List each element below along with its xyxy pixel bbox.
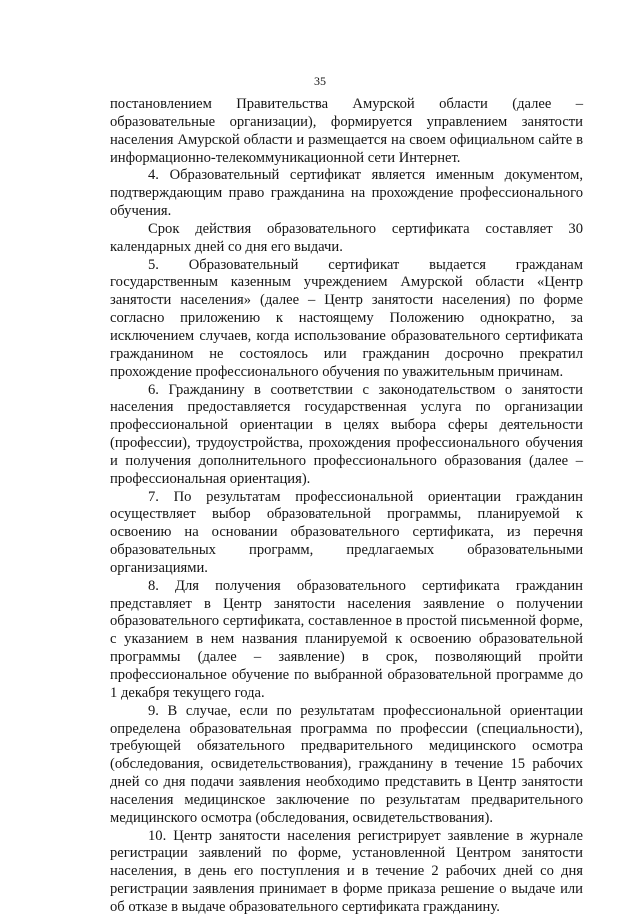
paragraph: 4. Образовательный сертификат является именным документом, подтверждающим право гражданина на прохождение профессионального обучения. [110, 167, 583, 220]
paragraph: 6. Гражданину в соответствии с законодательством о занятости населения предоставляется государственная услуга по организации профессиональной ориентации в целях выбора сферы деятельности (профессии), трудоустройства, прохождения профессионального обучения и получения дополнительного профессионального образования (далее – профессиональная ориентация). [110, 381, 583, 487]
paragraph: 9. В случае, если по результатам профессиональной ориентации определена образовательная программа по профессии (специальности), требующей обязательного предварительного медицинского осмотра (обследования, освидетельствования), гражданину в течение 15 рабочих дней со дня подачи заявления необходимо представить в Центр занятости населения медицинское заключение по результатам предварительного медицинского осмотра (обследования, освидетельствования). [110, 702, 583, 826]
document-body [110, 96, 583, 917]
paragraph: 7. По результатам профессиональной ориентации гражданин осуществляет выбор образовательной программы, планируемой к освоению на основании образовательного сертификата, из перечня образовательных программ, предлагаемых образовательными организациями. [110, 488, 583, 576]
paragraph: постановлением Правительства Амурской области (далее – образовательные организации), формируется управлением занятости населения Амурской области и размещается на своем официальном сайте в информационно-телекоммуникационной сети Интернет. [110, 96, 583, 166]
page-number: 35 [314, 74, 326, 88]
paragraph: Срок действия образовательного сертификата составляет 30 календарных дней со дня его выдачи. [110, 220, 583, 255]
paragraph: 8. Для получения образовательного сертификата гражданин представляет в Центр занятости населения заявление о получении образовательного сертификата, составленное в простой письменной форме, с указанием в нем названия планируемой к освоению образовательной программы (далее – заявление) в срок, позволяющий пройти профессиональное обучение по выбранной образовательной программе до 1 декабря текущего года. [110, 577, 583, 701]
paragraph: 5. Образовательный сертификат выдается гражданам государственным казенным учреждением Амурской области «Центр занятости населения» (далее – Центр занятости населения) по форме согласно приложению к настоящему Положению однократно, за исключением случаев, когда использование образовательного сертификата гражданином не состоялось или гражданин досрочно прекратил прохождение профессионального обучения по уважительным причинам. [110, 256, 583, 380]
paragraph: 10. Центр занятости населения регистрирует заявление в журнале регистрации заявлений по форме, установленной Центром занятости населения, в день его поступления и в течение 2 рабочих дней со дня регистрации заявления принимает в форме приказа решение о выдаче или об отказе в выдаче образовательного сертификата гражданину. [110, 827, 583, 915]
